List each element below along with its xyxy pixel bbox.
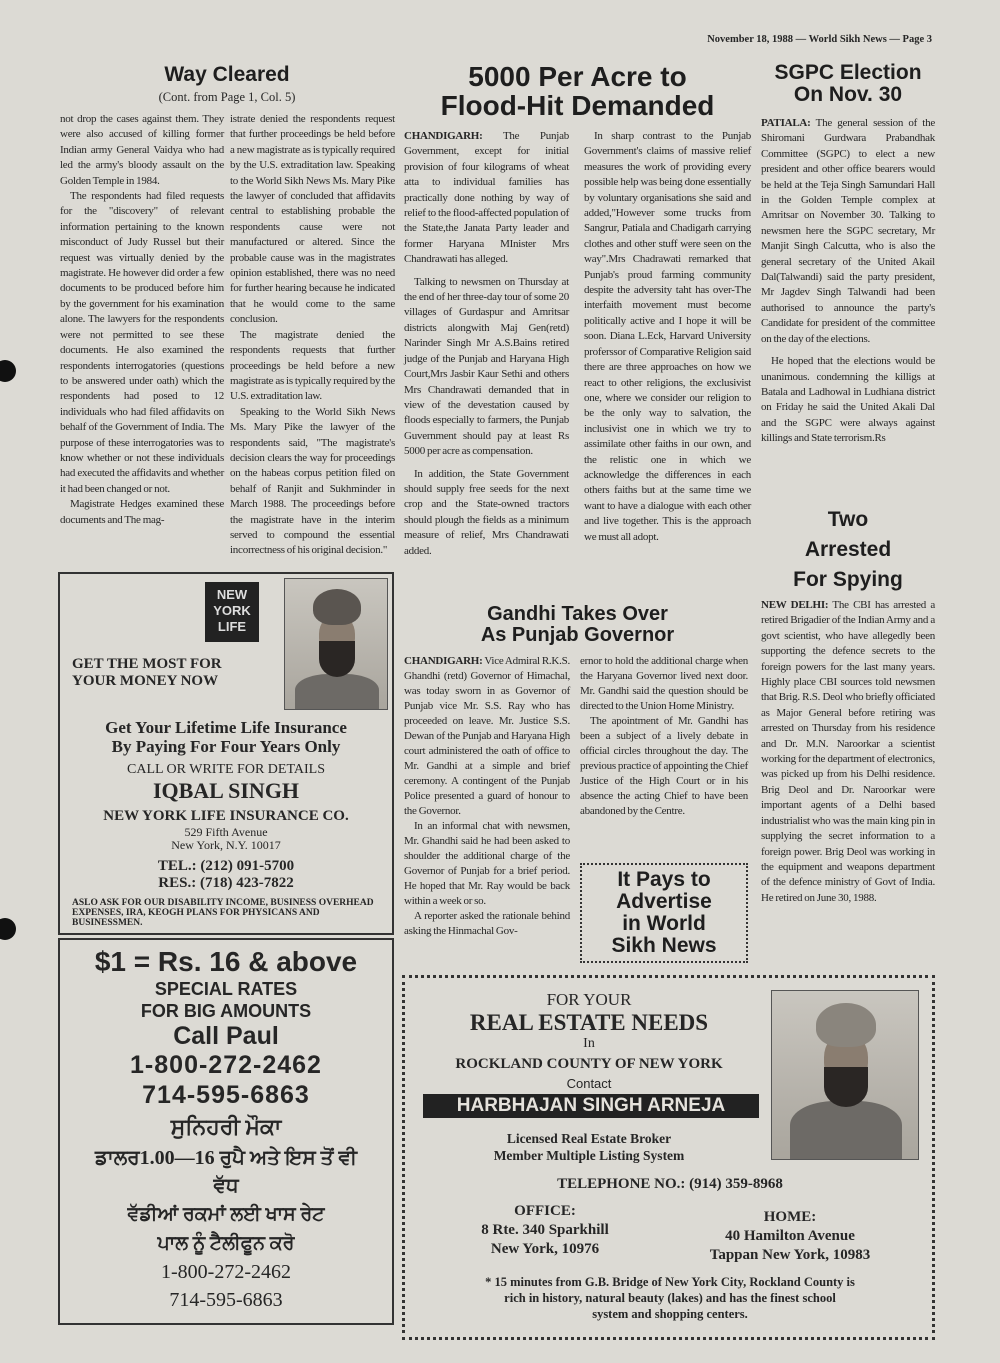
agent-photo <box>284 578 388 710</box>
article-column <box>580 654 748 819</box>
headline-flood <box>405 62 750 121</box>
phone: 714-595-6863 <box>169 1289 283 1311</box>
ad-line: Licensed Real Estate Broker <box>506 1131 672 1146</box>
ad-line: Advertise <box>616 890 712 914</box>
paragraph: The general session of the Shiromani Gurdwara Prabandhak Committee (SGPC) to elect a new president and other office bearers would be held at the Teja Singh Samundari Hall in the Golden Temple complex at Amritsar on November 30. Talking to newsmen here the SGPC secretary, Mr Manjit Singh Calcutta, who is also the general secretary of the United Akail Dal(Talwandi) said the party president, Mr Jagdev Singh Talwandi had been authorised to announce the party's Candidate for president of the committee on the day of the elections. <box>761 117 935 345</box>
ad-line: REAL ESTATE NEEDS <box>469 1010 709 1035</box>
phone: TEL.: (212) 091-5700 <box>157 858 295 874</box>
headline-line: 5000 Per Acre to <box>468 61 687 92</box>
rate-headline: $1 = Rs. 16 & above <box>94 946 358 977</box>
punjabi-line: ਵੱਧ <box>213 1175 239 1197</box>
article-column <box>60 112 224 528</box>
paragraph: The CBI has arrested a retired Brigadier of the Indian Army and a govt scientist, who have allegedly been supporting the defence secrets to the foreign powers for the last many years. Highly place CBI sources told newsmen that Brig. R.S. Deol who briefly officiated as Major General before retiring was arrested on Thursday from his residence and Dr. M.N. Naroorkar a scientist working for the department of electronics, was picked up from his Delhi residence. Brig Deol and Dr. Naroorkar were important agents of a Delhi based industrialist who was the main king pin in supplying the secret information to a foreign power. Brig Deol was working in the equipment and weapons department of the defence ministry of Govt of India. He retired on June 30, 1988. <box>761 599 935 904</box>
ad-line: Contact <box>566 1076 612 1091</box>
headline-spying <box>762 505 934 595</box>
punch-hole <box>0 918 16 940</box>
paragraph: istrate denied the respondents request that further proceedings be held before a new magistrate as is typically required by the U.S. extraditation law. Speaking to the World Sikh News Ms. Mary Pike the lawyer of concluded that affidavits central to establishing probable the respondents cause were not manufactured or altered. Since the probable cause was in the magistrates opinion established, there was no need for further hearing because he indicated that he would come to the same conclusion. <box>230 113 395 326</box>
paragraph: The magistrate denied the respondents requests that further proceedings be held before a new magistrate as is typically required by the U.S. extraditation law. <box>230 328 395 403</box>
paragraph: The Punjab Government, except for initial provision of four kilograms of wheat atta to individual families has practically done nothing by way of relief to the flood-affected population of the State,the Janata Party leader and former Haryana MInister Mrs Chandrawati has alleged. <box>404 130 569 266</box>
article-column <box>404 129 569 559</box>
headline-line: Gandhi Takes Over <box>487 603 668 625</box>
paragraph: Talking to newsmen on Thursday at the end of her three-day tour of some 20 villages of Gurdaspur and Amritsar districts alongwith Maj Gen(retd) Narinder Singh Mr A.S.Bains retired judge of the Punjab and Haryana High Court,Mrs Jasbir Kaur Sethi and others Mrs Chandrawati demanded that in view of the devestation caused by floods especially to farmers, the Punjab Guvernment should pay at least Rs 5000 per acre as compensation. <box>404 275 569 458</box>
headline-sgpc <box>762 62 934 106</box>
ad-line: FOR BIG AMOUNTS <box>140 1001 312 1021</box>
dateline: NEW DELHI: <box>761 599 829 611</box>
punjabi-line: ਸੁਨਿਹਰੀ ਮੌਕਾ <box>170 1114 282 1139</box>
paragraph: He hoped that the elections would be unanimous. condemning the killigs at Batala and Ladhowal in Ludhiana district on Friday he said the United Akali Dal and the SGPC were always against killings and State terrorism.Rs <box>761 355 935 445</box>
headline-way-cleared: Way Cleared <box>164 63 290 86</box>
headline-line: Arrested <box>804 538 892 561</box>
ad-call: CALL OR WRITE FOR DETAILS <box>127 762 325 777</box>
paragraph: In an informal chat with newsmen, Mr. Ghandhi said he had been asked to shoulder the additional charge of the Governor of Punjab for a brief period. He hoped that Mr. Ray would be back within a week or so. <box>404 820 570 907</box>
currency-rates-ad <box>58 938 394 1325</box>
headline-line: Flood-Hit Demanded <box>440 90 715 122</box>
insurance-ad <box>58 572 394 935</box>
paragraph: not drop the cases against them. They were also accused of killing former Indian army General Vaidya who had led the army's bloody assault on the Golden Temple in 1984. <box>60 113 224 187</box>
phone: TELEPHONE NO.: (914) 359-8968 <box>557 1176 783 1192</box>
page-folio: November 18, 1988 — World Sikh News — Page 3 <box>707 34 932 45</box>
office-address: OFFICE: 8 Rte. 340 Sparkhill New York, 10976 <box>481 1203 609 1257</box>
headline-line: For Spying <box>793 568 903 591</box>
continuation-note: (Cont. from Page 1, Col. 5) <box>158 90 296 104</box>
paragraph: The apointment of Mr. Gandhi has been a subject of a lively debate in official circles throughout the day. The previous practice of appointing the Chief Justice of the High Court or in his absence the acting Chief to have been abandoned by the Centre. <box>580 715 748 817</box>
agent-name: IQBAL SINGH <box>152 778 300 803</box>
ad-tagline: GET THE MOST FOR YOUR MONEY NOW <box>72 656 222 689</box>
ad-line: Call Paul <box>173 1022 279 1050</box>
ad-line: ROCKLAND COUNTY OF NEW YORK <box>455 1056 723 1072</box>
headline-line: On Nov. 30 <box>793 83 903 107</box>
paragraph: In addition, the State Government should supply free seeds for the next crop and the State-owned tractors should plough the fields as a minimum measure of relief, Mrs Chandrawati added. <box>404 467 569 557</box>
ad-line: It Pays to <box>617 868 711 891</box>
headline-gandhi <box>405 604 750 646</box>
company-name: NEW YORK LIFE INSURANCE CO. <box>103 808 349 824</box>
paragraph: A reporter asked the rationale behind asking the Hinmachal Gov- <box>404 910 570 937</box>
article-column <box>230 112 395 559</box>
ad-heading: By Paying For Four Years Only <box>111 737 341 756</box>
home-address: HOME: 40 Hamilton Avenue Tappan New York, 10983 <box>709 1209 871 1263</box>
paragraph: In sharp contrast to the Punjab Government's claims of massive relief measures the work of providing every possible help was being done essentially by voluntary organisations she said and added,"However some trucks from Sangrur, Patiala and Chadigarh carrying clothes and other stuff were seen on the way".Mrs Chadrawati remarked that Punjab's proud farming community despite the adversity taht has over-The interfaith movement must become politically active and I hope it will be soon. Diana L.Eck, Harvard University proferssor of Comparative Religion said there are three approaches on how we react to other religions, the exclusivist one, where we consider our religion to be the only way to salvation, the inclusivist one in which we try to assimilate other faiths in our own, and the relistic one in which we acknowledge the differences in each others faiths but at the same time we want to have a dialogue with each other and live together. This is the approach we must all adopt. <box>584 130 751 543</box>
paragraph: Vice Admiral R.K.S. Ghandhi (retd) Governor of Himachal, was today sworn in as Governor of Punjab vice Mr. S.S. Ray who has proceeded on leave. Mr. Justice S.S. Dewan of the Punjab and Haryana High court administered the oath of office to Mr. Gandhi at a simple and brief ceremony. A contingent of the Punjab Police presented a guard of honour to the Governor. <box>404 655 570 817</box>
article-column <box>761 116 935 447</box>
headline-line: Two <box>827 508 869 531</box>
address: New York, N.Y. 10017 <box>171 838 281 852</box>
ad-footnote: ASLO ASK FOR OUR DISABILITY INCOME, BUSINESS OVERHEAD EXPENSES, IRA, KEOGH PLANS FOR PHYSICANS AND BUSINESSMEN. <box>72 898 374 928</box>
ad-line: In <box>583 1036 595 1051</box>
article-column <box>584 129 751 545</box>
ad-line: SPECIAL RATES <box>154 979 298 999</box>
ad-line: Sikh News <box>611 934 717 958</box>
ad-line: in World <box>622 912 706 936</box>
dateline: CHANDIGARH: <box>404 655 483 667</box>
punjabi-line: ਵੱਡੀਆਂ ਰਕਮਾਂ ਲਈ ਖਾਸ ਰੇਟ <box>127 1204 325 1225</box>
headline-line: SGPC Election <box>774 61 922 84</box>
paragraph: Magistrate Hedges examined these documents and The mag- <box>60 498 224 526</box>
ad-heading: Get Your Lifetime Life Insurance <box>105 718 347 737</box>
article-column <box>761 598 935 906</box>
punjabi-line: ਪਾਲ ਨੂੰ ਟੈਲੀਫੂਨ ਕਰੋ <box>157 1233 295 1254</box>
phone: 714-595-6863 <box>142 1081 310 1109</box>
ad-line: Member Multiple Listing System <box>493 1148 685 1163</box>
punjabi-line: ਡਾਲਰ1.00—16 ਰੁਪੈ ਅਤੇ ਇਸ ਤੋਂ ਵੀ <box>95 1147 357 1169</box>
paragraph: ernor to hold the additional charge when the Haryana Governor lived next door. Mr. Gandhi said the question should be directed to the Union Home Ministry. <box>580 655 748 712</box>
article-column <box>404 654 570 939</box>
phone: 1-800-272-2462 <box>161 1261 291 1283</box>
headline-line: As Punjab Governor <box>480 624 675 646</box>
paragraph: Speaking to the World Sikh News Ms. Mary Pike the lawyer of the respondents said, "The magistrate's decision clears the way for proceedings on the habeas corpus petition filed on behalf of Ranjit and Sukhminder in March 1988. The proceedings before the magistrate have in the interim served to compound the essential incorrectness of his original decision." <box>230 405 395 557</box>
dateline: CHANDIGARH: <box>404 130 483 142</box>
ad-line: FOR YOUR <box>546 990 632 1009</box>
broker-name: HARBHAJAN SINGH ARNEJA <box>423 1094 759 1118</box>
address: 529 Fifth Avenue <box>184 825 268 839</box>
phone: 1-800-272-2462 <box>130 1051 322 1079</box>
ad-footnote: * 15 minutes from G.B. Bridge of New York City, Rockland County is rich in history, natural beauty (lakes) and has the finest school system and shopping centers. <box>485 1275 855 1321</box>
house-ad-it-pays <box>580 863 748 963</box>
phone: RES.: (718) 423-7822 <box>158 875 294 891</box>
dateline: PATIALA: <box>761 117 811 129</box>
new-york-life-logo: NEW YORK LIFE <box>205 582 259 642</box>
real-estate-ad <box>402 975 935 1340</box>
paragraph: The respondents had filed requests for the "discovery" of relevant information pertaining to the known misconduct of Judy Russel but their request was virtually denied by the magistrate. He however did order a few documents to be produced before him by the government for his examination alone. The lawyers for the respondents were not permitted to see these documents. He also examined the respondents interrogatories (questions to be answered under oath) which the respondents had posed to 12 individuals who had filed affidavits on behalf of the Government of India. The purpose of these interrogatories was to know whether or not these individuals had executed the affidavits and whether it had been changed or not. <box>60 190 224 495</box>
broker-photo <box>771 990 919 1160</box>
punch-hole <box>0 360 16 382</box>
